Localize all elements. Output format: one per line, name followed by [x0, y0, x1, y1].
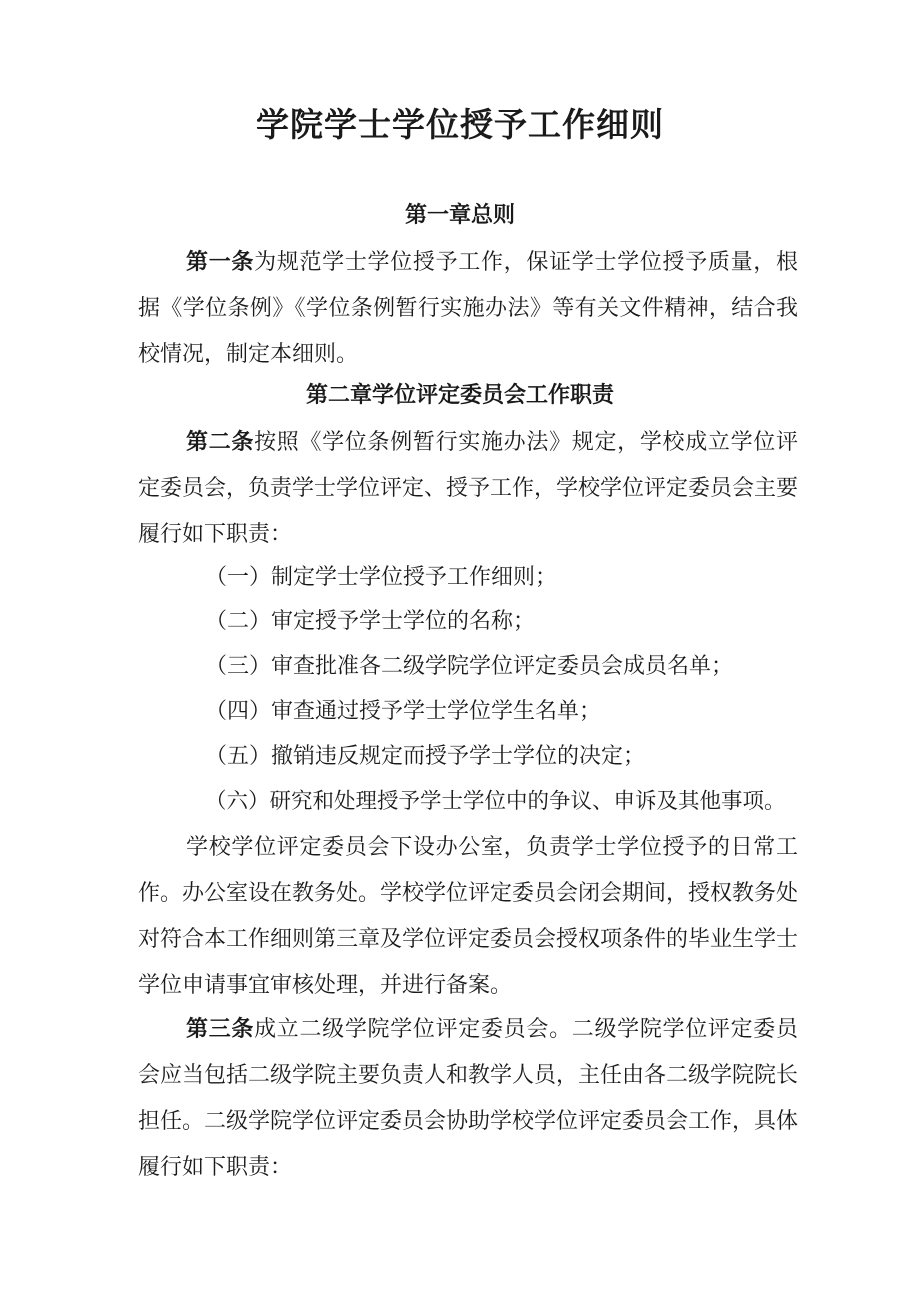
article-1-text: 为规范学士学位授予工作，保证学士学位授予质量，根据《学位条例》《学位条例暂行实施办法》等有关文件精神，结合我校情况，制定本细则。 [138, 250, 798, 367]
article-2-paragraph [138, 420, 798, 558]
article-3-paragraph [138, 1007, 798, 1191]
article-1-paragraph [138, 240, 798, 378]
duty-item-2: （二）审定授予学士学位的名称； [205, 609, 536, 634]
duty-item-4: （四）审查通过授予学士学位学生名单； [205, 699, 602, 724]
article-3-lead: 第三条 [186, 1017, 255, 1042]
article-3-text: 成立二级学院学位评定委员会。二级学院学位评定委员会应当包括二级学院主要负责人和教学人员，主任由各二级学院院长担任。二级学院学位评定委员会协助学校学位评定委员会工作，具体履行如下职责： [138, 1017, 799, 1180]
chapter-2-heading: 第二章学位评定委员会工作职责 [305, 383, 614, 408]
duty-item-3: （三）审查批准各二级学院学位评定委员会成员名单； [205, 654, 734, 679]
duty-item-1: （一）制定学士学位授予工作细则； [205, 565, 558, 590]
article-1-lead: 第一条 [186, 250, 255, 275]
office-paragraph: 学校学位评定委员会下设办公室，负责学士学位授予的日常工作。办公室设在教务处。学校学位评定委员会闭会期间，授权教务处对符合本工作细则第三章及学位评定委员会授权项条件的毕业生学士学位申请事宜审核处理，并进行备案。 [138, 835, 799, 998]
article-2-lead: 第二条 [186, 430, 255, 455]
chapter-1-heading: 第一章总则 [404, 203, 515, 228]
duty-item-5: （五）撤销违反规定而授予学士学位的决定； [205, 744, 646, 769]
article-2-text: 按照《学位条例暂行实施办法》规定，学校成立学位评定委员会，负责学士学位评定、授予工作，学校学位评定委员会主要履行如下职责： [138, 430, 799, 547]
document-title: 学院学士学位授予工作细则 [256, 105, 664, 144]
duty-item-6: （六）研究和处理授予学士学位中的争议、申诉及其他事项。 [205, 789, 786, 814]
